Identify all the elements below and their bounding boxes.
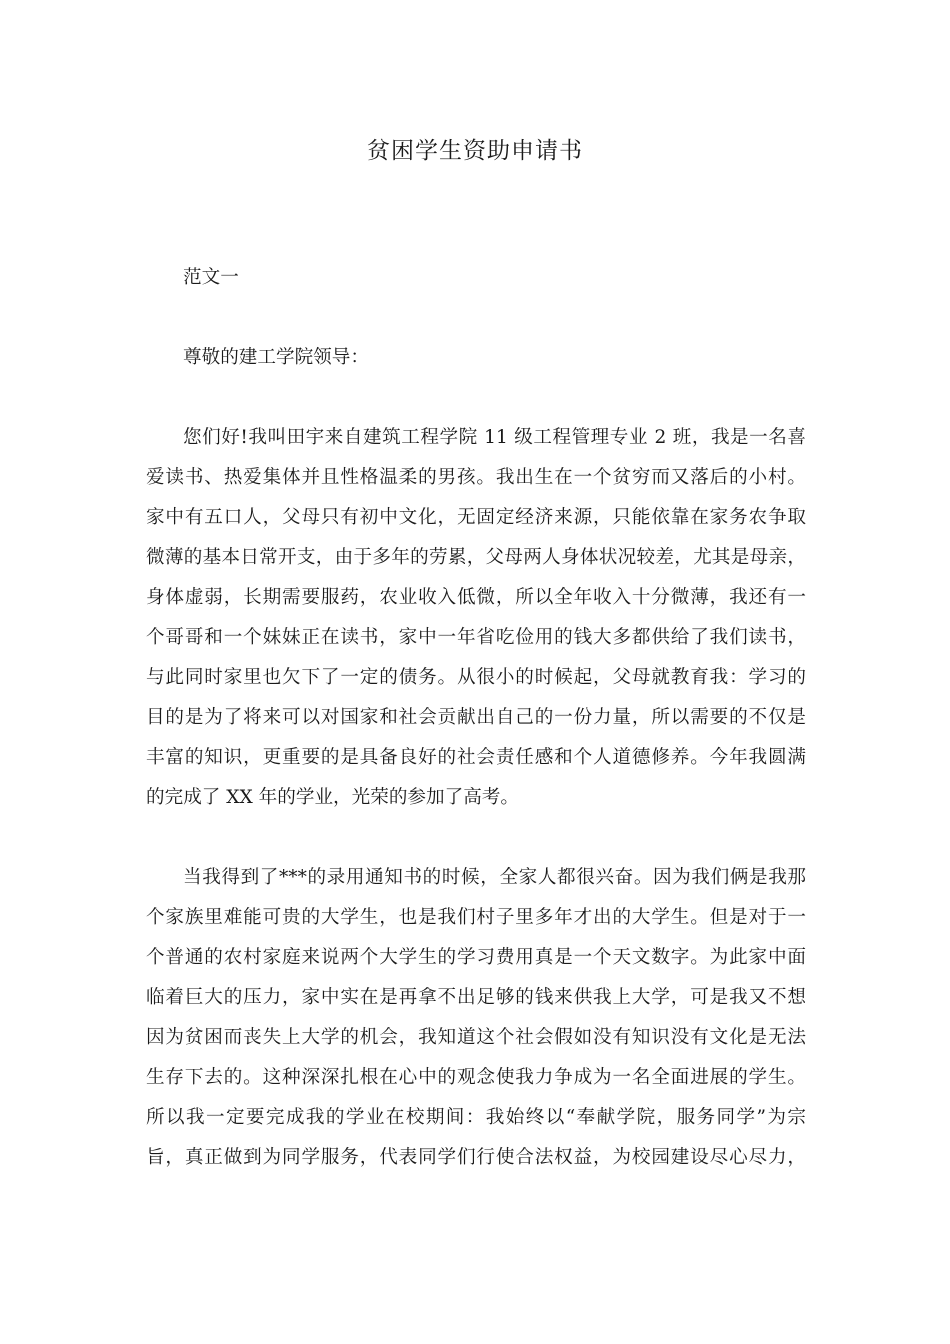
paragraph-line: 生存下去的。这种深深扎根在心中的观念使我力争成为一名全面进展的学生。 <box>146 1067 806 1088</box>
paragraph-line: 个普通的农村家庭来说两个大学生的学习费用真是一个天文数字。为此家中面 <box>146 947 806 968</box>
paragraph-line: 个哥哥和一个妹妹正在读书，家中一年省吃俭用的钱大多都供给了我们读书， <box>146 627 806 648</box>
section-label: 范文一 <box>183 267 239 288</box>
paragraph-line: 临着巨大的压力，家中实在是再拿不出足够的钱来供我上大学，可是我又不想 <box>146 987 806 1008</box>
paragraph-line: 因为贫困而丧失上大学的机会，我知道这个社会假如没有知识没有文化是无法 <box>146 1027 806 1048</box>
paragraph-line: 所以我一定要完成我的学业在校期间：我始终以“奉献学院，服务同学”为宗 <box>146 1107 806 1128</box>
paragraph-line: 微薄的基本日常开支，由于多年的劳累，父母两人身体状况较差，尤其是母亲， <box>146 547 806 568</box>
paragraph-line: 与此同时家里也欠下了一定的债务。从很小的时候起，父母就教育我：学习的 <box>146 667 806 688</box>
paragraph-line: 目的是为了将来可以对国家和社会贡献出自己的一份力量，所以需要的不仅是 <box>146 707 806 728</box>
paragraph-line: 当我得到了***的录用通知书的时候，全家人都很兴奋。因为我们俩是我那 <box>183 867 806 888</box>
paragraph-line: 您们好!我叫田宇来自建筑工程学院 11 级工程管理专业 2 班，我是一名喜 <box>183 427 806 448</box>
paragraph-line: 身体虚弱，长期需要服药，农业收入低微，所以全年收入十分微薄，我还有一 <box>146 587 806 608</box>
salutation: 尊敬的建工学院领导： <box>183 347 369 368</box>
document-title: 贫困学生资助申请书 <box>367 138 583 164</box>
paragraph-line: 个家族里难能可贵的大学生，也是我们村子里多年才出的大学生。但是对于一 <box>146 907 806 928</box>
paragraph-line: 爱读书、热爱集体并且性格温柔的男孩。我出生在一个贫穷而又落后的小村。 <box>146 467 806 488</box>
paragraph-line: 的完成了 XX 年的学业，光荣的参加了高考。 <box>146 787 519 808</box>
paragraph-line: 丰富的知识，更重要的是具备良好的社会责任感和个人道德修养。今年我圆满 <box>146 747 806 768</box>
paragraph-line: 家中有五口人，父母只有初中文化，无固定经济来源，只能依靠在家务农争取 <box>146 507 806 528</box>
paragraph-line: 旨，真正做到为同学服务，代表同学们行使合法权益，为校园建设尽心尽力， <box>146 1147 806 1168</box>
